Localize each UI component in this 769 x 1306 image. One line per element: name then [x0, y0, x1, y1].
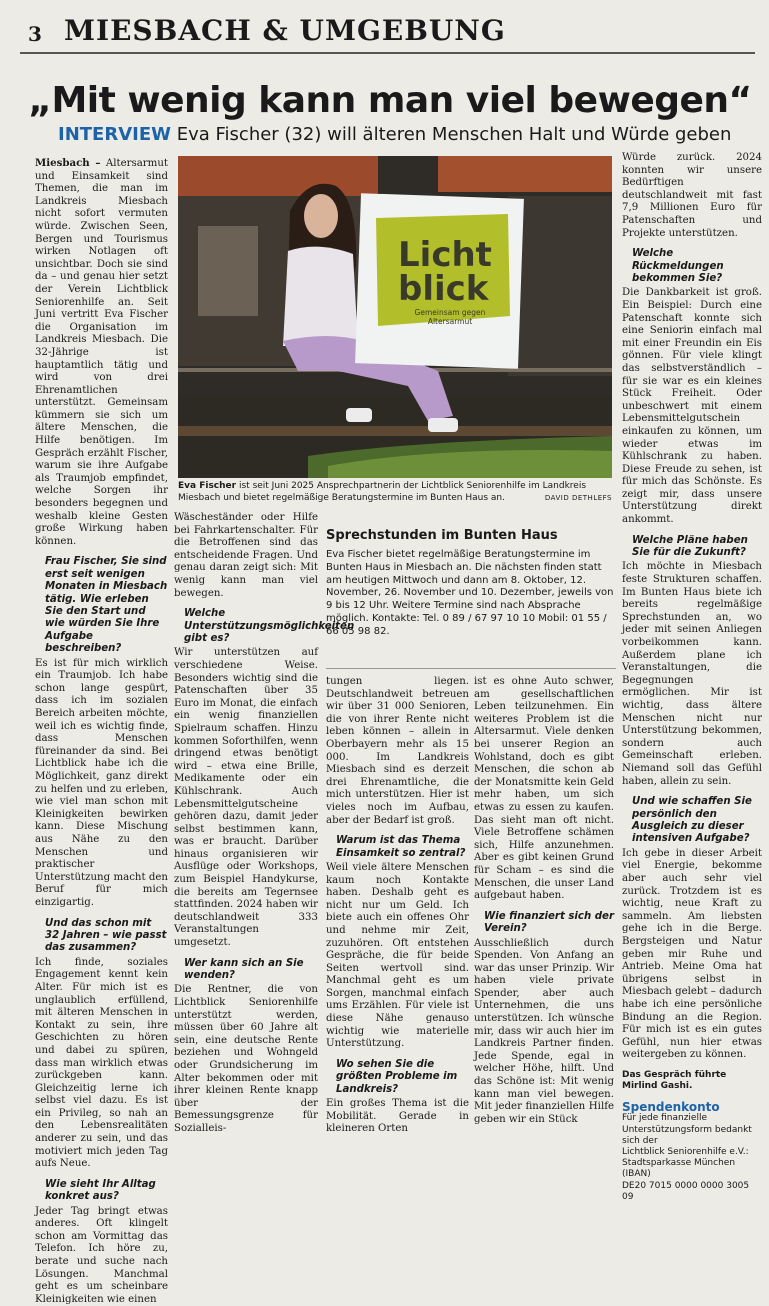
question-3: Wie sieht Ihr Alltag konkret aus?: [45, 1178, 156, 1203]
answer-10: Ich möchte in Miesbach feste Strukturen schaffen. Im Bunten Haus biete ich bereits regelmäßige Sprechstunden an, wo jeder mit seinen Anliegen vorbeikommen kann. Außerdem plane ich Veranstaltungen, die Begegnungen ermöglichen. Mir ist wichtig, dass ältere Menschen nicht nur Unterstützung bekommen, sondern auch Gemeinschaft erleben. Niemand soll das Gefühl haben, allein zu sein.: [622, 561, 762, 787]
photo-caption: [178, 481, 612, 504]
sign-slogan: [400, 308, 500, 326]
intro-text: Altersarmut und Einsamkeit sind Themen, die man im Landkreis Miesbach nicht sofort vermuten würde. Zwischen Seen, Bergen und Tourismus wirken Notlagen oft unsichtbar. Doch sie sind da – und genau hier setzt der Verein Lichtblick Seniorenhilfe an. Seit Juni vertritt Eva Fischer die Organisation im Landkreis Miesbach. Die 32-Jährige ist hauptamtlich tätig und wird von drei Ehrenamtlichen unterstützt. Gemeinsam kümmern sie sich um ältere Menschen, die Hilfe benötigen. Im Gespräch erzählt Fischer, warum sie ihre Aufgabe als Traumjob empfindet, welche Sorgen ihr besonders begegnen und weshalb kleine Gesten große Wirkung haben können.: [35, 158, 168, 547]
question-11: Und wie schaffen Sie persönlich den Ausgleich zu dieser intensiven Aufgabe?: [632, 796, 752, 845]
answer-8: Ausschließlich durch Spenden. Von Anfang an war das unser Prinzip. Wir haben viele private Spender, aber auch Unternehmen, die uns unterstützen. Ich wünsche mir, dass wir auch hier im Landkreis Partner finden. Jede Spende, egal in welcher Höhe, hilft. Und das Schöne ist: Mit wenig kann man viel bewegen. Mit jeder finanziellen Hilfe geben wir ein Stück: [474, 937, 614, 1125]
signature: [622, 1070, 762, 1093]
donation-line-2: Lichtblick Seniorenhilfe e.V.:: [622, 1147, 749, 1158]
column-2: [174, 512, 355, 1136]
dateline: Miesbach –: [35, 157, 101, 169]
info-box: [326, 528, 616, 639]
answer-8-cont: Würde zurück. 2024 konnten wir unsere Bedürftigen deutschlandweit mit fast 7,9 Millionen Euro für Patenschaften und Projekte unterstützen.: [622, 152, 762, 239]
info-box-title: Sprechstunden im Bunten Haus: [326, 528, 558, 543]
article-photo: [178, 156, 612, 478]
donation-text: [622, 1113, 762, 1203]
signature-author: Mirlind Gashi.: [622, 1081, 693, 1092]
answer-2: Ich finde, soziales Engagement kennt kein Alter. Für mich ist es unglaublich erfüllend, mit älteren Menschen in Kontakt zu sein, ihre Geschichten zu hören und dabei zu spüren, dass man wirklich etwas zurückgeben kann. Gleichzeitig lerne ich selbst viel dazu. Es ist ein Privileg, so nah an den Lebensrealitäten anderer zu sein, und das motiviert mich jeden Tag aufs Neue.: [35, 956, 168, 1170]
subheadline: [58, 124, 731, 145]
signature-line-1: Das Gespräch führte: [622, 1069, 727, 1080]
info-box-rule: [326, 668, 616, 669]
answer-3: Jeder Tag bringt etwas anderes. Oft klingelt schon am Vormittag das Telefon. Ich höre zu, berate und suche nach Lösungen. Manchmal geht es um scheinbare Kleinigkeiten wie einen: [35, 1205, 168, 1305]
question-4: Welche Unterstützungsmöglichkeiten gibt es?: [184, 608, 355, 644]
column-4: [474, 676, 614, 1126]
question-2: Und das schon mit 32 Jahren – wie passt das zusammen?: [45, 917, 167, 954]
section-title: MIESBACH & UMGEBUNG: [64, 14, 506, 47]
question-8: Wie finanziert sich der Verein?: [484, 910, 614, 935]
sign-slogan-2: Altersarmut: [427, 317, 473, 326]
sign-slogan-1: Gemeinsam gegen: [414, 308, 486, 317]
question-7: Wo sehen Sie die größten Probleme im Landkreis?: [336, 1058, 458, 1095]
intro-paragraph: [35, 157, 168, 548]
photo-illustration: [178, 156, 612, 478]
answer-5: Die Rentner, die von Lichtblick Seniorenhilfe unterstützt werden, müssen über 60 Jahre alt sein, eine deutsche Rente beziehen und Wohngeld oder Grundsicherung im Alter bekommen oder mit ihrer kleinen Rente knapp über der Bemessungsgrenze für Sozialleis-: [174, 984, 318, 1134]
answer-9: Die Dankbarkeit ist groß. Ein Beispiel: Durch eine Patenschaft konnte sich eine Seniorin einfach mal mit einer Freundin ein Eis gönnen. Für viele klingt das selbstverständlich – für sie war es ein kleines Stück Freiheit. Oder unbeschwert mit einem Lebensmittelgutschein einkaufen zu können, um wieder etwas im Kühlschrank zu haben. Diese Freude zu sehen, ist für mich das Schönste. Es zeigt mir, dass unsere Unterstützung direkt ankommt.: [622, 287, 762, 526]
donation-line-1: Für jede finanzielle Unterstützungsform bedankt sich der: [622, 1113, 752, 1146]
question-6: Warum ist das Thema Einsamkeit so zentral?: [336, 835, 466, 859]
column-5: [622, 152, 762, 1203]
headline: „Mit wenig kann man viel bewegen“: [28, 80, 752, 121]
question-10: Welche Pläne haben Sie für die Zukunft?: [632, 534, 748, 559]
donation-title: Spendenkonto: [622, 1099, 720, 1114]
answer-6: Weil viele ältere Menschen kaum noch Kontakte haben. Deshalb geht es nicht nur um Geld. Ich biete auch ein offenes Ohr und nehme mir Zeit, zuzuhören. Oft entstehen Gespräche, die für beide Seiten wertvoll sind. Manchmal geht es um Sorgen, manchmal einfach ums Erzählen. Für viele ist diese Nähe genauso wichtig wie materielle Unterstützung.: [326, 861, 469, 1050]
column-1: [35, 157, 168, 1306]
answer-4: Wir unterstützen auf verschiedene Weise. Besonders wichtig sind die Patenschaften über 35 Euro im Monat, die einfach ein wenig finanziellen Spielraum schaffen. Hinzu kommen Soforthilfen, wenn dringend etwas benötigt wird – etwa eine Brille, Medikamente oder ein Kühlschrank. Auch Lebensmittelgutscheine gehören dazu, damit jeder selbst bestimmen kann, was er braucht. Darüber hinaus organisieren wir Ausflüge oder Workshops, zum Beispiel Handykurse, die bereits am Tegernsee stattfinden. 2024 haben wir deutschlandweit 333 Veranstaltungen umgesetzt.: [174, 647, 318, 949]
caption-text: ist seit Juni 2025 Ansprechpartnerin der Lichtblick Seniorenhilfe im Landkreis Miesbach und bietet regelmäßige Beratungstermine im Bunten Haus an.: [178, 481, 587, 503]
question-1: Frau Fischer, Sie sind erst seit wenigen Monaten in Miesbach tätig. Wie erleben Sie den Start und wie würden Sie Ihre Aufgabe beschreiben?: [45, 556, 168, 655]
answer-5-cont: tungen liegen. Deutschlandweit betreuen wir über 31 000 Senioren, die von ihrer Rente nicht leben können – allein in Oberbayern mehr als 15 000. Im Landkreis Miesbach sind es derzeit drei Ehrenamtliche, die mich unterstützen. Hier ist vieles noch im Aufbau, aber der Bedarf ist groß.: [326, 676, 469, 826]
question-5: Wer kann sich an Sie wenden?: [184, 957, 304, 982]
donation-iban: DE20 7015 0000 0000 3005 09: [622, 1180, 750, 1202]
page-number: 3: [28, 22, 42, 46]
sign-text-1: Licht: [398, 235, 492, 275]
caption-name: Eva Fischer: [178, 481, 237, 491]
photo-credit: DAVID DETHLEFS: [544, 493, 612, 502]
header-rule: [20, 52, 755, 54]
sign-logo: [398, 235, 492, 309]
sign-text-2: blick: [398, 269, 489, 309]
donation-bank: Stadtsparkasse München (IBAN): [622, 1158, 736, 1180]
answer-3-cont: Wäscheständer oder Hilfe bei Fahrkartenschalter. Für die Betroffenen sind das entscheidende Fragen. Und genau daran zeigt sich: Mit wenig kann man viel bewegen.: [174, 512, 318, 599]
info-box-text: Eva Fischer bietet regelmäßige Beratungstermine im Bunten Haus in Miesbach an. Die nächsten finden statt am heutigen Mittwoch und dann am 8. Oktober, 12. November, 26. November und 10. Dezember, jeweils von 9 bis 12 Uhr. Weitere Termine sind nach Absprache möglich. Kontakte: Tel. 0 89 / 67 97 10 10 Mobil: 01 55 / 66 05 98 82.: [326, 549, 614, 637]
answer-7-cont: ist es ohne Auto schwer, am gesellschaftlichen Leben teilzunehmen. Ein weiteres Problem ist die Altersarmut. Viele denken bei unserer Region an Wohlstand, doch es gibt Menschen, die schon ab der Monatsmitte kein Geld mehr haben, um sich etwas zu essen zu kaufen. Das sieht man oft nicht. Viele Betroffene schämen sich, Hilfe anzunehmen. Aber es gibt keinen Grund für Scham – es sind die Menschen, die unser Land aufgebaut haben.: [474, 676, 614, 902]
answer-1: Es ist für mich wirklich ein Traumjob. Ich habe schon lange gespürt, dass ich im sozialen Bereich arbeiten möchte, weil ich es wichtig finde, dass Menschen füreinander da sind. Bei Lichtblick habe ich die Möglichkeit, ganz direkt zu helfen und zu erleben, wie viel man schon mit Kleinigkeiten bewirken kann. Diese Mischung aus Nähe zu den Menschen und praktischer Unterstützung macht den Beruf für mich einzigartig.: [35, 657, 168, 908]
subheadline-text: Eva Fischer (32) will älteren Menschen Halt und Würde geben: [176, 124, 732, 145]
question-9: Welche Rückmeldungen bekommen Sie?: [632, 248, 724, 284]
answer-11: Ich gebe in dieser Arbeit viel Energie, bekomme aber auch sehr viel zurück. Trotzdem ist es wichtig, neue Kraft zu sammeln. Am liebsten gehe ich in die Berge. Bergsteigen und Natur geben mir Ruhe und Antrieb. Meine Oma hat übrigens selbst in Miesbach gelebt – dadurch habe ich eine persönliche Bindung an die Region. Für mich ist es ein gutes Gefühl, nun hier etwas weitergeben zu können.: [622, 847, 762, 1061]
answer-7: Ein großes Thema ist die Mobilität. Gerade in kleineren Orten: [326, 1098, 469, 1135]
interview-label: INTERVIEW: [58, 124, 171, 145]
column-3: [326, 676, 469, 1136]
